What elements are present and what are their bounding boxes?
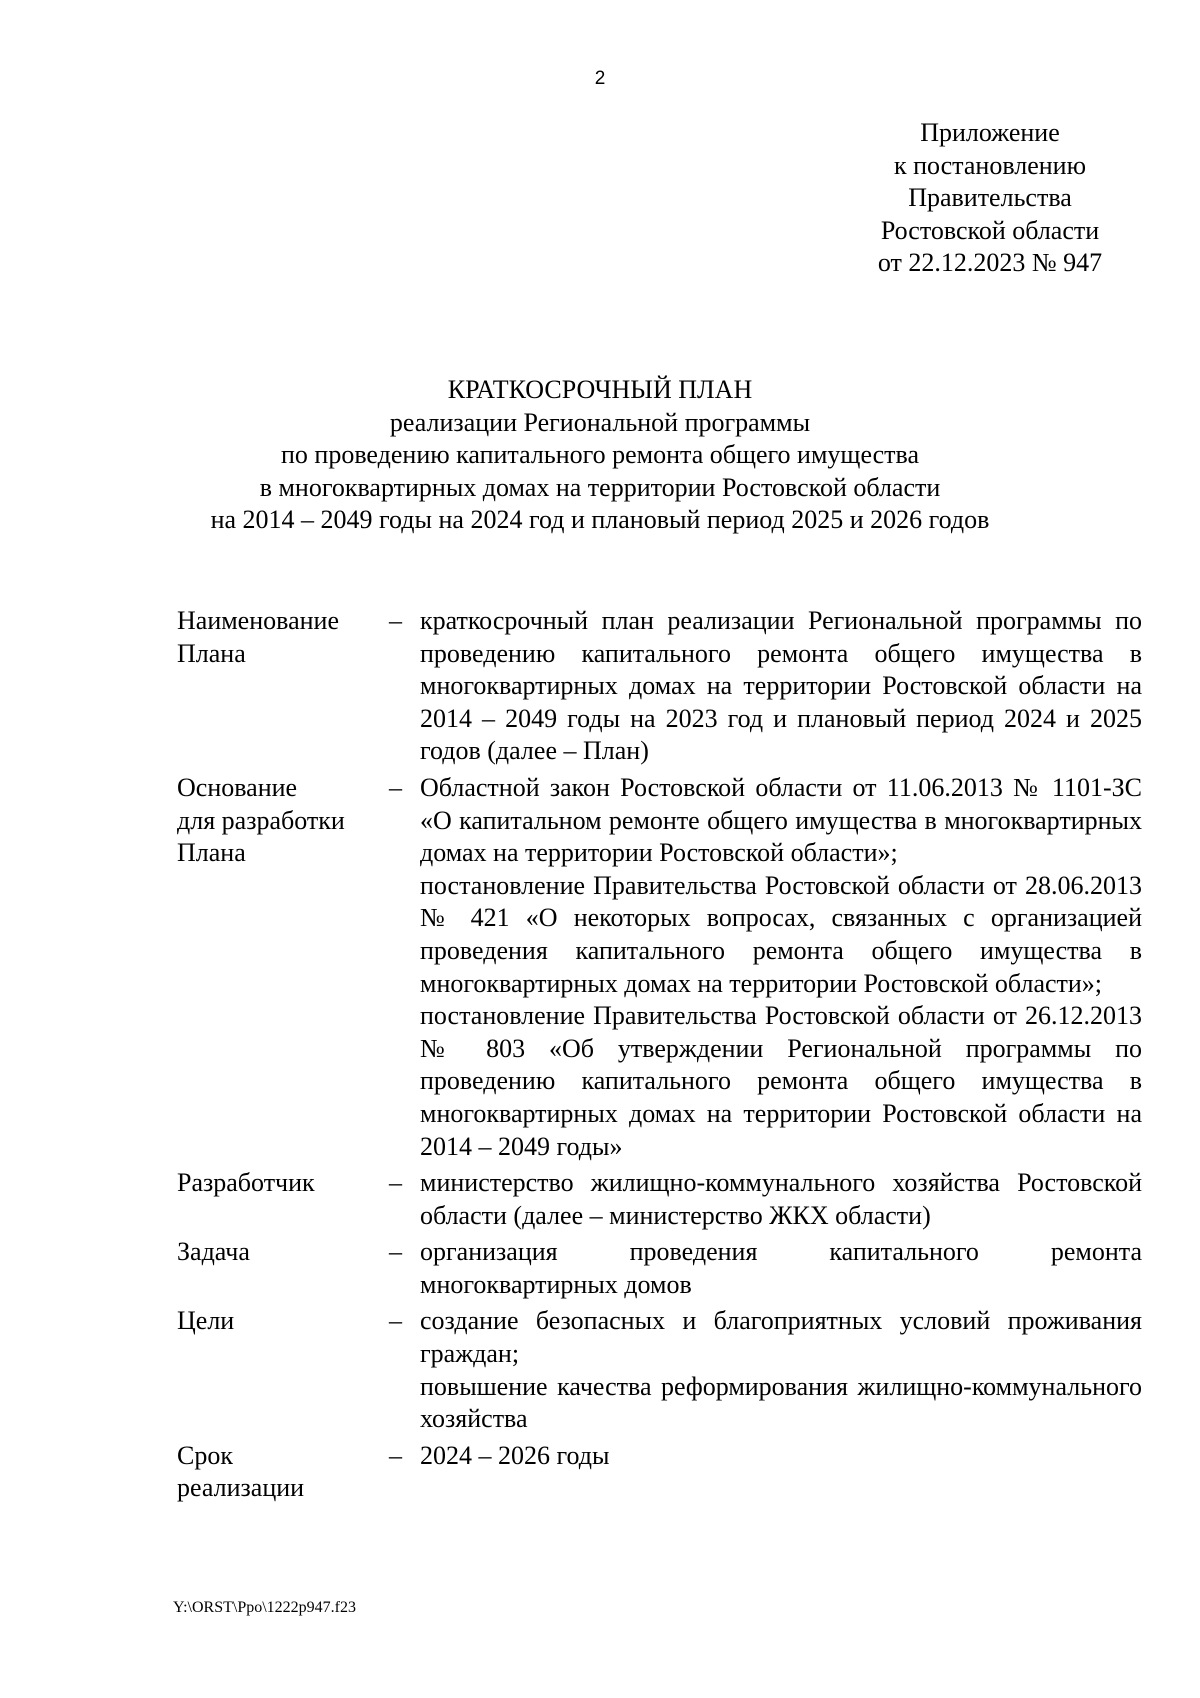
row-label-line: Основание [177,772,298,802]
row-value-paragraph: министерство жилищно-коммунального хозяйства Ростовской области (далее – министерство ЖКХ области) [420,1168,1142,1230]
row-label [177,772,387,870]
appendix-header [820,117,1160,280]
row-label-line: Срок [177,1440,233,1470]
row-value-paragraph: создание безопасных и благоприятных условий проживания граждан; [420,1306,1142,1369]
row-value-paragraph: постановление Правительства Ростовской области от 26.12.2013 № 803 «Об утверждении Региональной программы по проведению капитального ремонта общего имущества в многоквартирных домах на территории Ростовской области на 2014 – 2049 годы» [420,1001,1142,1161]
row-label [177,1236,387,1269]
appendix-date-number: от 22.12.2023 № 947 [877,248,1103,277]
row-value [420,605,1142,768]
row-dash: – [389,606,402,635]
plan-row-goals [177,1305,1142,1435]
row-dash: – [389,772,402,802]
document-subtitle-line: на 2014 – 2049 годы на 2024 год и плановый период 2025 и 2026 годов [210,505,990,535]
appendix-line: к постановлению [893,150,1087,180]
row-value-paragraph: краткосрочный план реализации Региональной программы по проведению капитального ремонта общего имущества в многоквартирных домах на территории Ростовской области на 2014 – 2049 годы на 2023 год и плановый период 2024 и 2025 годов (далее – План) [420,606,1142,766]
row-label [177,1167,387,1200]
document-subtitle-line: реализации Региональной программы [389,407,811,437]
row-value-paragraph: повышение качества реформирования жилищно-коммунального хозяйства [420,1371,1142,1434]
row-value [420,1440,1142,1473]
row-value [420,1236,1142,1301]
plan-row-task [177,1236,1142,1301]
row-label [177,1440,387,1505]
document-subtitle-line: по проведению капитального ремонта общего имущества [280,440,920,470]
row-label-line: Разработчик [177,1168,315,1198]
document-subtitle-line: в многоквартирных домах на территории Ростовской области [259,472,941,502]
row-dash: – [389,1306,402,1336]
plan-row-developer [177,1167,1142,1232]
row-label-line: Задача [177,1237,250,1267]
plan-row-term [177,1440,1142,1505]
row-label-line: Наименование [177,606,339,635]
row-value [420,772,1142,1163]
row-label-line: Цели [177,1306,235,1336]
document-title-block [120,374,1080,537]
row-value-paragraph: постановление Правительства Ростовской области от 28.06.2013 № 421 «О некоторых вопросах, связанных с организацией проведения капитального ремонта общего имущества в многоквартирных домах на территории Ростовской области»; [420,870,1142,998]
appendix-line: Правительства [908,183,1072,212]
plan-row-name [177,605,1142,768]
row-dash: – [389,1237,402,1267]
row-label-line: реализации [177,1473,305,1503]
row-label [177,605,387,670]
row-value [420,1305,1142,1435]
page-number: 2 [594,68,606,89]
row-value [420,1167,1142,1232]
row-dash: – [389,1168,402,1198]
plan-passport-table [177,605,1142,1505]
row-value-paragraph: 2024 – 2026 годы [420,1440,610,1470]
row-dash: – [389,1440,402,1470]
plan-row-basis [177,772,1142,1163]
row-label-line: Плана [177,838,246,868]
footer-file-path: Y:\ORST\Ppo\1222p947.f23 [173,1599,356,1616]
appendix-line: Приложение [920,118,1060,147]
row-label [177,1305,387,1338]
row-label-line: Плана [177,638,246,668]
row-label-line: для разработки [177,805,345,835]
row-value-paragraph: Областной закон Ростовской области от 11.06.2013 № 1101-ЗС «О капитальном ремонте общего имущества в многоквартирных домах на территории Ростовской области»; [420,772,1142,868]
row-value-paragraph: организация проведения капитального ремонта многоквартирных домов [420,1237,1142,1299]
document-title: КРАТКОСРОЧНЫЙ ПЛАН [447,375,753,404]
appendix-line: Ростовской области [880,215,1100,245]
